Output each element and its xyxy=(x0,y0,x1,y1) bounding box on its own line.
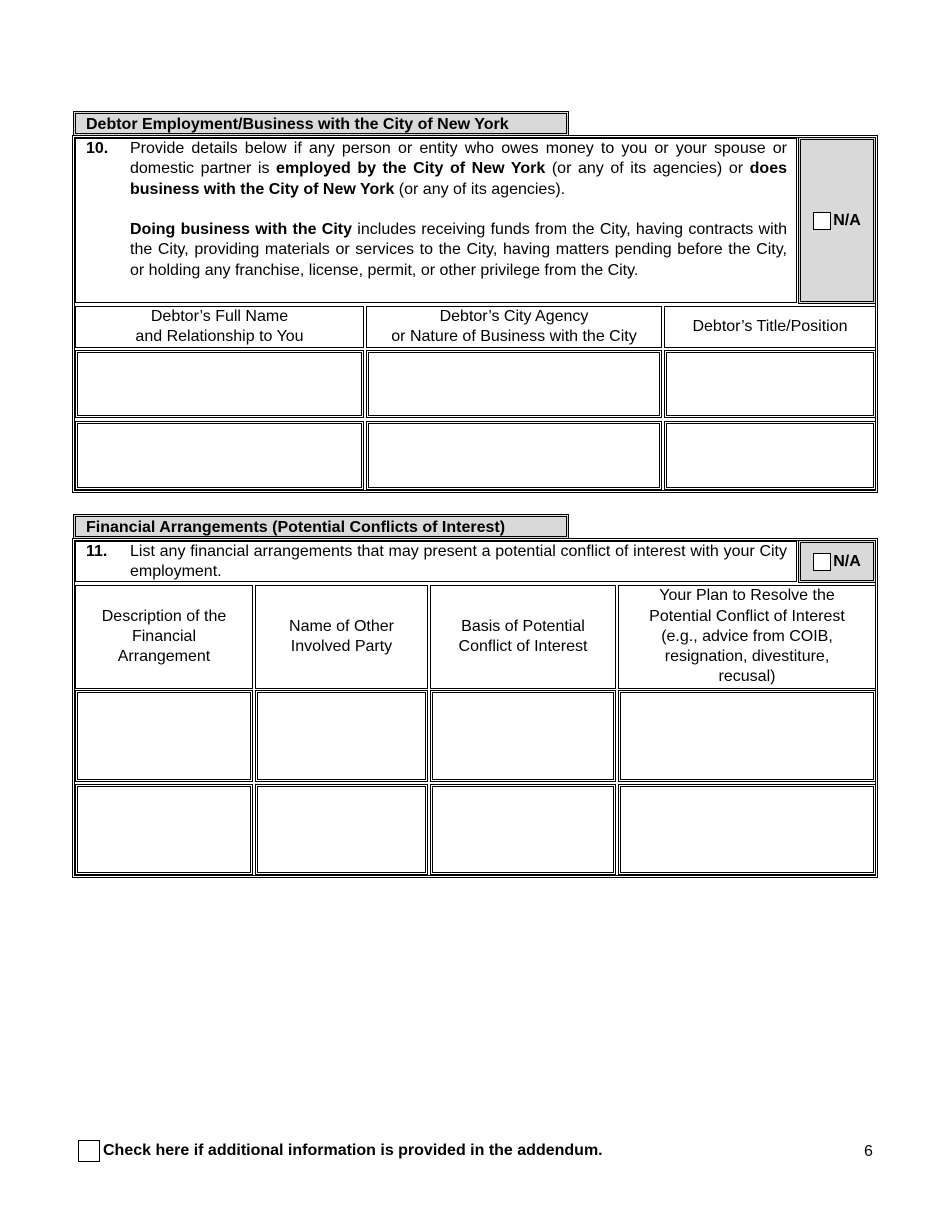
question-10-paragraph-1 xyxy=(130,139,787,200)
checkbox-icon[interactable] xyxy=(78,1140,100,1162)
section-11-row-1-cell-2[interactable] xyxy=(255,690,428,782)
section-10-col-3-label: Debtor’s Title/Position xyxy=(692,317,848,335)
section-10-row-2-cell-1[interactable] xyxy=(75,421,364,490)
section-11-col-4-label: Your Plan to Resolve the Potential Conflict of Interest (e.g., advice from COIB, resignation, divestiture, recusal) xyxy=(649,587,845,686)
section-10-row-1-cell-1[interactable] xyxy=(75,350,364,418)
section-11-col-header xyxy=(618,585,876,689)
addendum-label: Check here if additional information is provided in the addendum. xyxy=(103,1142,603,1159)
section-11-row-2-cell-1[interactable] xyxy=(75,784,253,875)
text-run: Doing business with the City xyxy=(130,221,353,239)
text-run: employed by the City of New York xyxy=(276,160,546,178)
page-number: 6 xyxy=(864,1143,873,1160)
section-10-row-1-cell-2[interactable] xyxy=(366,350,662,418)
question-11-paragraph: List any financial arrangements that may present a potential conflict of interest with your City employment. xyxy=(130,543,787,581)
section-10-col-header xyxy=(75,306,364,348)
section-10-question-cell xyxy=(75,138,797,303)
section-11-row-1-cell-3[interactable] xyxy=(430,690,616,782)
section-10-na-checkbox[interactable] xyxy=(813,212,861,230)
section-11-row-2-cell-4[interactable] xyxy=(618,784,876,875)
section-11-row-1-cell-4[interactable] xyxy=(618,690,876,782)
question-11-text xyxy=(130,542,787,583)
addendum-checkbox-row[interactable] xyxy=(78,1140,603,1162)
text-run: (or any of its agencies). xyxy=(394,180,566,198)
section-11-header-text: Financial Arrangements (Potential Conflicts of Interest) xyxy=(86,519,506,536)
section-11-col-header xyxy=(75,585,253,689)
text-run: Provide details below if any person or entity who owes money to you or your spouse or domestic partner is xyxy=(130,140,787,178)
section-11-header xyxy=(73,514,569,539)
section-10-na-cell xyxy=(798,137,876,304)
question-10-number: 10. xyxy=(86,140,109,157)
text-run: includes receiving funds from the City, having contracts with the City, providing materials or services to the City, having matters pending before the City, or holding any franchise, license, permit, or other privilege from the City. xyxy=(130,221,788,279)
checkbox-icon[interactable] xyxy=(813,553,831,571)
section-11-row-2-cell-2[interactable] xyxy=(255,784,428,875)
section-11-col-1-label: Description of the Financial Arrangement xyxy=(101,607,227,666)
section-11-na-checkbox[interactable] xyxy=(813,553,861,571)
section-10-header xyxy=(73,111,569,136)
section-10-row-2-cell-2[interactable] xyxy=(366,421,662,490)
section-11-col-header xyxy=(430,585,616,689)
question-10-paragraph-2 xyxy=(130,220,787,281)
section-11-na-cell xyxy=(798,540,876,583)
section-11-question-cell xyxy=(75,541,797,582)
section-11-row-1-cell-1[interactable] xyxy=(75,690,253,782)
question-10-text xyxy=(130,139,787,281)
section-10-col-header xyxy=(664,306,876,348)
text-run: does business with the City of New York xyxy=(130,160,787,198)
section-11-na-label: N/A xyxy=(833,552,861,570)
section-11-col-header xyxy=(255,585,428,689)
section-10-col-1-label: Debtor’s Full Name and Relationship to You xyxy=(135,307,304,345)
section-10-row-2-cell-3[interactable] xyxy=(664,421,876,490)
section-11-row-2-cell-3[interactable] xyxy=(430,784,616,875)
section-11-col-2-label: Name of Other Involved Party xyxy=(289,617,394,655)
section-10-col-header xyxy=(366,306,662,348)
checkbox-icon[interactable] xyxy=(813,212,831,230)
section-10-row-1-cell-3[interactable] xyxy=(664,350,876,418)
section-11-col-3-label: Basis of Potential Conflict of Interest xyxy=(458,617,588,655)
section-10-na-label: N/A xyxy=(833,211,861,229)
text-run: (or any of its agencies) or xyxy=(545,160,750,178)
section-10-header-text: Debtor Employment/Business with the City of New York xyxy=(86,116,509,133)
section-10-col-2-label: Debtor’s City Agency or Nature of Business with the City xyxy=(391,307,637,345)
question-11-number: 11. xyxy=(86,543,108,560)
